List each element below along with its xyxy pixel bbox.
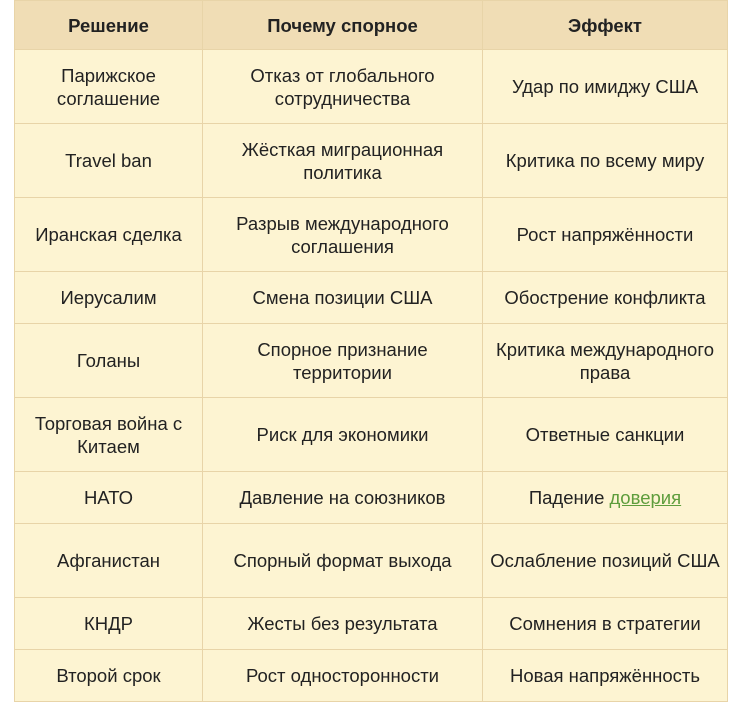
trust-link[interactable]: доверия <box>609 487 682 508</box>
cell-why: Спорный формат выхода <box>203 524 483 598</box>
cell-decision: КНДР <box>15 598 203 650</box>
cell-decision: Торговая война с Китаем <box>15 398 203 472</box>
cell-effect: Новая напряжённость <box>483 650 728 702</box>
cell-decision: Голаны <box>15 324 203 398</box>
table-row <box>15 272 728 324</box>
table-row <box>15 598 728 650</box>
table-row <box>15 524 728 598</box>
table-row <box>15 50 728 124</box>
header-why-controversial: Почему спорное <box>203 1 483 50</box>
cell-why: Жёсткая миграционная политика <box>203 124 483 198</box>
cell-effect: Ответные санкции <box>483 398 728 472</box>
cell-why: Жесты без результата <box>203 598 483 650</box>
cell-effect: Обострение конфликта <box>483 272 728 324</box>
table-container <box>14 0 727 702</box>
cell-effect: Ослабление позиций США <box>483 524 728 598</box>
table-row <box>15 472 728 524</box>
cell-effect: Рост напряжённости <box>483 198 728 272</box>
table-header-row <box>15 1 728 50</box>
cell-why: Разрыв международного соглашения <box>203 198 483 272</box>
table-row <box>15 198 728 272</box>
cell-decision: Второй срок <box>15 650 203 702</box>
table-row <box>15 650 728 702</box>
cell-effect: Удар по имиджу США <box>483 50 728 124</box>
header-effect: Эффект <box>483 1 728 50</box>
cell-effect: Критика по всему миру <box>483 124 728 198</box>
decisions-table <box>14 0 728 702</box>
cell-decision: Парижское соглашение <box>15 50 203 124</box>
cell-why: Отказ от глобального сотрудничества <box>203 50 483 124</box>
cell-decision: Иранская сделка <box>15 198 203 272</box>
cell-why: Смена позиции США <box>203 272 483 324</box>
cell-effect <box>483 472 728 524</box>
effect-text: Падение <box>528 487 605 508</box>
cell-effect: Сомнения в стратегии <box>483 598 728 650</box>
header-decision: Решение <box>15 1 203 50</box>
cell-why: Давление на союзников <box>203 472 483 524</box>
cell-why: Спорное признание территории <box>203 324 483 398</box>
cell-why: Риск для экономики <box>203 398 483 472</box>
table-row <box>15 398 728 472</box>
cell-effect: Критика международного права <box>483 324 728 398</box>
table-row <box>15 124 728 198</box>
cell-decision: Афганистан <box>15 524 203 598</box>
cell-decision: НАТО <box>15 472 203 524</box>
table-row <box>15 324 728 398</box>
cell-decision: Travel ban <box>15 124 203 198</box>
cell-why: Рост односторонности <box>203 650 483 702</box>
cell-decision: Иерусалим <box>15 272 203 324</box>
